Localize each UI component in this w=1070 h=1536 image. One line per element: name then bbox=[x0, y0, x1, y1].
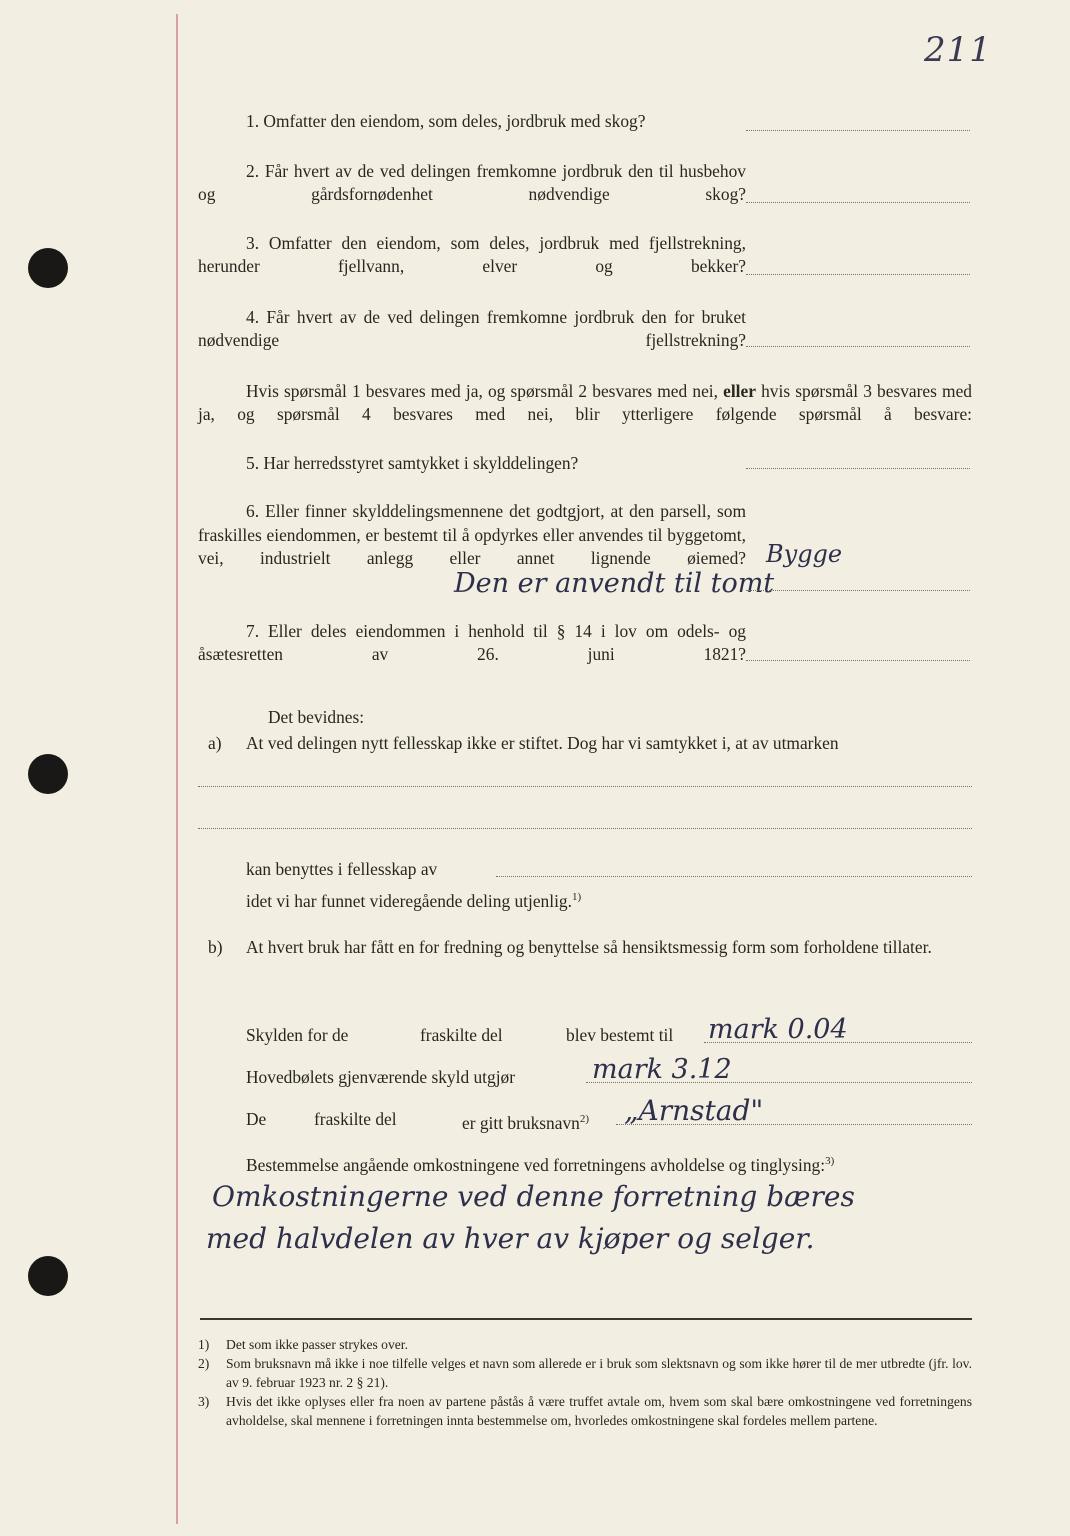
answer-line-3 bbox=[746, 274, 970, 275]
skyld-label-3: blev bestemt til bbox=[566, 1025, 674, 1045]
blank-line-common bbox=[496, 876, 972, 877]
bestemmelse-line-2: med halvdelen av hver av kjøper og selger. bbox=[206, 1222, 815, 1255]
findings-heading: Det bevidnes: bbox=[268, 707, 365, 727]
punch-hole bbox=[28, 1256, 68, 1296]
finding-a-reason: idet vi har funnet videregående deling utjenlig.$^{1)}$ bbox=[246, 890, 582, 911]
question-5: 5. Har herredsstyret samtykket i skylddelingen? bbox=[246, 453, 579, 473]
answer-line-5 bbox=[746, 468, 970, 469]
bruksnavn-label-3: er gitt bruksnavn$^{2)}$ bbox=[462, 1112, 590, 1133]
question-4: 4. Får hvert av de ved delingen fremkomne jordbruk den for bruket nødvendige fjellstrekning? bbox=[198, 307, 746, 350]
finding-a-text: At ved delingen nytt fellesskap ikke er stiftet. Dog har vi samtykket i, at av utmarken bbox=[246, 733, 839, 753]
punch-hole bbox=[28, 754, 68, 794]
hovedbol-value: mark 3.12 bbox=[592, 1054, 732, 1085]
answer-line-4 bbox=[746, 346, 970, 347]
margin-rule bbox=[176, 14, 178, 1524]
conditional-note: Hvis spørsmål 1 besvares med ja, og spørsmål 2 besvares med nei, eller hvis spørsmål 3 besvares med ja, og spørsmål 4 besvares med nei, blir ytterligere følgende spørsmål å besvare: bbox=[198, 381, 972, 424]
question-6: 6. Eller finner skylddelingsmennene det godtgjort, at den parsell, som fraskilles eiendommen, er bestemt til å opdyrkes eller anvendes til byggetomt, vei, industrielt anlegg eller annet lignende øiemed? bbox=[198, 501, 746, 568]
handwritten-answer-6-above: Bygge bbox=[766, 540, 843, 568]
hovedbol-label: Hovedbølets gjenværende skyld utgjør bbox=[246, 1067, 516, 1087]
question-3: 3. Omfatter den eiendom, som deles, jordbruk med fjellstrekning, herunder fjellvann, elver og bekker? bbox=[198, 233, 746, 276]
answer-line-7 bbox=[746, 660, 970, 661]
bruksnavn-value: „Arnstad" bbox=[624, 1094, 764, 1127]
bruksnavn-label-1: De bbox=[246, 1109, 267, 1129]
footnote-2: 2) Som bruksnavn må ikke i noe tilfelle velges et navn som allerede er i bruk som slektsnavn og som ikke hører til de mer utbredte (jfr. lov. av 9. februar 1923 nr. 2 § 21). bbox=[198, 1356, 972, 1390]
finding-a-label: a) bbox=[208, 733, 222, 753]
skyld-label-1: Skylden for de bbox=[246, 1025, 349, 1045]
finding-b-text: At hvert bruk har fått en for fredning og benyttelse så hensiktsmessig form som forholdene tillater. bbox=[246, 937, 932, 957]
page-number: 211 bbox=[924, 30, 992, 70]
answer-line-2 bbox=[746, 202, 970, 203]
footnote-1: 1) Det som ikke passer strykes over. bbox=[198, 1337, 408, 1352]
handwritten-answer-6: Den er anvendt til tomt bbox=[454, 568, 775, 599]
finding-b-label: b) bbox=[208, 937, 223, 957]
bruksnavn-label-2: fraskilte del bbox=[314, 1109, 397, 1129]
blank-line-a1 bbox=[198, 786, 972, 787]
blank-line-a2 bbox=[198, 828, 972, 829]
footnote-3: 3) Hvis det ikke oplyses eller fra noen av partene påstås å være truffet avtale om, hvem som skal bære omkostningene ved forretningens avholdelse, skal mennene i forretningen innta bestemmelse om, hvorledes omkostningene skal fordeles mellem partene. bbox=[198, 1394, 972, 1428]
finding-a-common: kan benyttes i fellesskap av bbox=[246, 859, 438, 879]
answer-line-6 bbox=[746, 590, 970, 591]
question-1: 1. Omfatter den eiendom, som deles, jordbruk med skog? bbox=[246, 111, 646, 131]
question-7: 7. Eller deles eiendommen i henhold til § 14 i lov om odels- og åsætesretten av 26. juni 1821? bbox=[198, 621, 746, 664]
skyld-value: mark 0.04 bbox=[708, 1014, 848, 1045]
bestemmelse-label: Bestemmelse angående omkostningene ved forretningens avholdelse og tinglysing:$^{3)}$ bbox=[246, 1154, 835, 1175]
answer-line-1 bbox=[746, 130, 970, 131]
skyld-label-2: fraskilte del bbox=[420, 1025, 503, 1045]
footnote-rule bbox=[200, 1318, 972, 1320]
punch-hole bbox=[28, 248, 68, 288]
bestemmelse-line-1: Omkostningerne ved denne forretning bæres bbox=[212, 1180, 855, 1213]
question-2: 2. Får hvert av de ved delingen fremkomne jordbruk den til husbehov og gårdsfornødenhet nødvendige skog? bbox=[198, 161, 746, 204]
